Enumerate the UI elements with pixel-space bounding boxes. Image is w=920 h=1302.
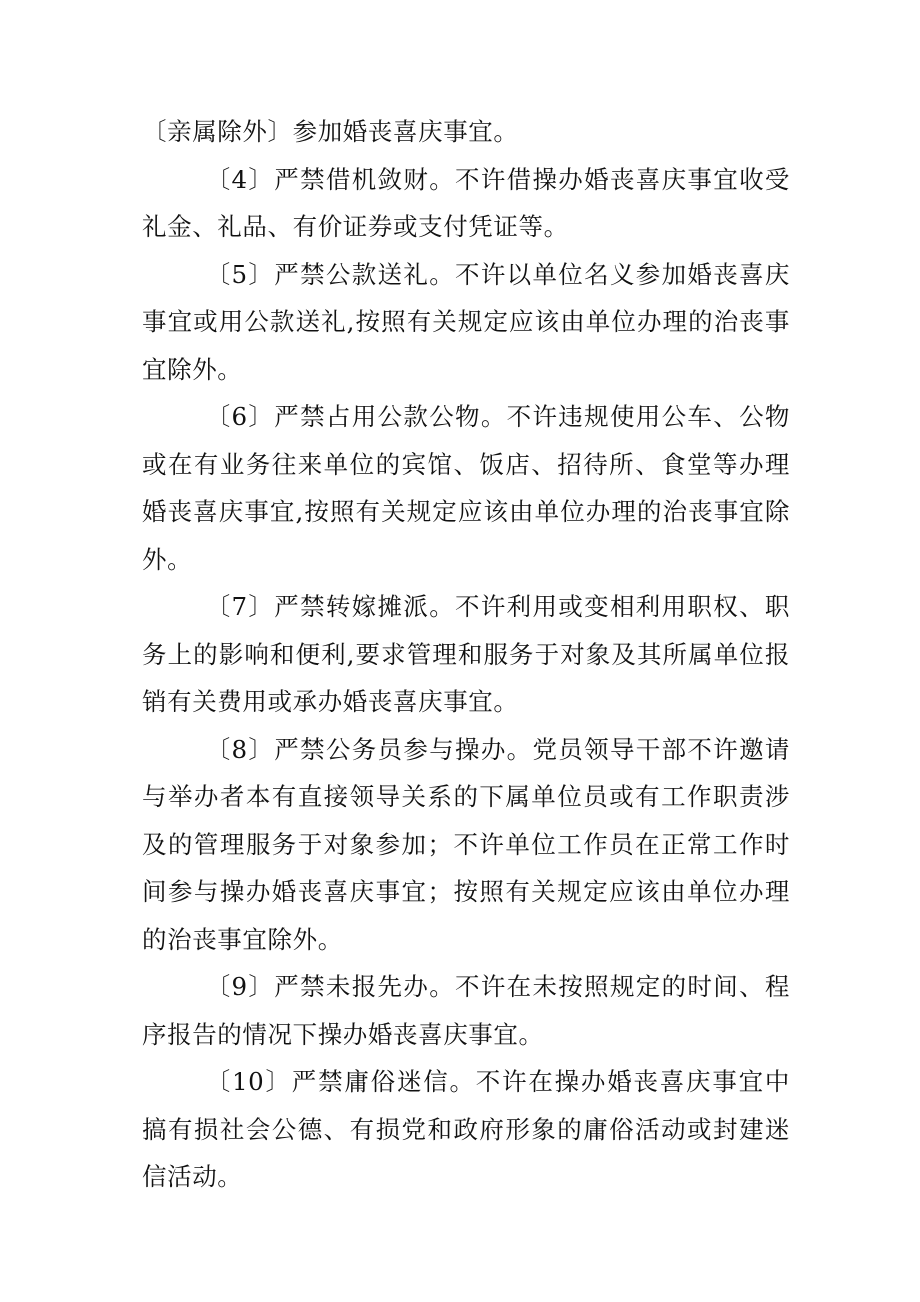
paragraph-item-6: 〔6〕严禁占用公款公物。不许违规使用公车、公物或在有业务往来单位的宾馆、饭店、招待所、食堂等办理婚丧喜庆事宜,按照有关规定应该由单位办理的治丧事宜除外。 xyxy=(142,402,790,574)
paragraph-item-8: 〔8〕严禁公务员参与操办。党员领导干部不许邀请与举办者本有直接领导关系的下属单位员或有工作职责涉及的管理服务于对象参加；不许单位工作员在正常工作时间参与操办婚丧喜庆事宜；按照有关规定应该由单位办理的治丧事宜除外。 xyxy=(142,734,790,954)
paragraph-continuation: 〔亲属除外〕参加婚丧喜庆事宜。 xyxy=(142,117,519,146)
paragraph-item-10: 〔10〕严禁庸俗迷信。不许在操办婚丧喜庆事宜中搞有损社会公德、有损党和政府形象的庸俗活动或封建迷信活动。 xyxy=(142,1067,790,1191)
document-body xyxy=(142,108,790,1201)
paragraph-item-9: 〔9〕严禁未报先办。不许在未按照规定的时间、程序报告的情况下操办婚丧喜庆事宜。 xyxy=(142,972,790,1049)
paragraph-item-7: 〔7〕严禁转嫁摊派。不许利用或变相利用职权、职务上的影响和便利,要求管理和服务于对象及其所属单位报销有关费用或承办婚丧喜庆事宜。 xyxy=(142,592,790,716)
paragraph-item-4: 〔4〕严禁借机敛财。不许借操办婚丧喜庆事宜收受礼金、礼品、有价证券或支付凭证等。 xyxy=(142,164,790,241)
paragraph-item-5: 〔5〕严禁公款送礼。不许以单位名义参加婚丧喜庆事宜或用公款送礼,按照有关规定应该由单位办理的治丧事宜除外。 xyxy=(142,259,790,384)
